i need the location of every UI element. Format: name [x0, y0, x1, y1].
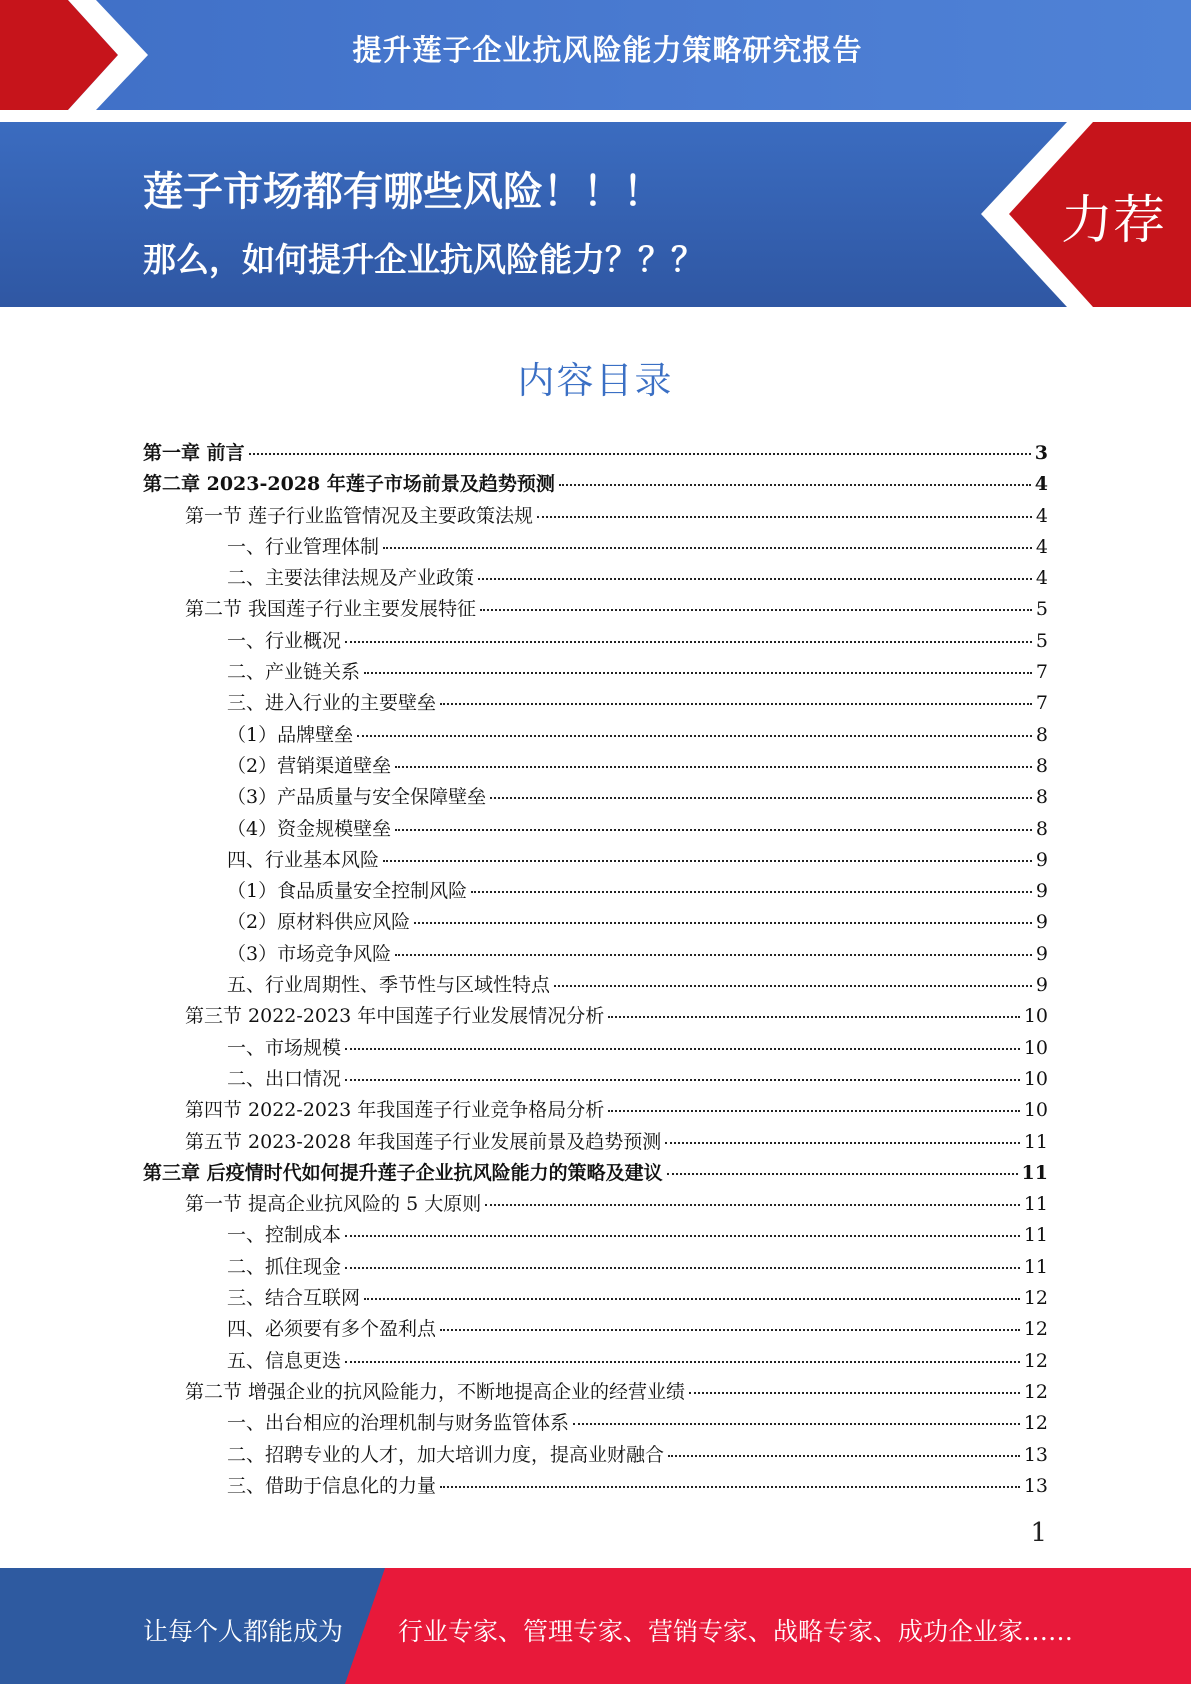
- toc-entry-title: 三、进入行业的主要壁垒: [227, 692, 437, 715]
- toc-entry-page: 4: [1035, 504, 1048, 527]
- toc-entry[interactable]: [143, 845, 1048, 876]
- toc-title: 内容目录: [517, 359, 674, 402]
- toc-dot-leader: [395, 766, 1032, 768]
- toc-entry[interactable]: [143, 688, 1048, 719]
- toc-entry-title: 二、产业链关系: [227, 661, 361, 684]
- toc-dot-leader: [485, 1204, 1020, 1206]
- toc-entry-title: 第一章 前言: [143, 442, 245, 464]
- toc-dot-leader: [440, 1486, 1020, 1488]
- toc-entry-title: 三、借助于信息化的力量: [227, 1474, 437, 1497]
- toc-entry[interactable]: [143, 1220, 1048, 1251]
- toc-entry[interactable]: [143, 1440, 1048, 1471]
- top-header-band: [0, 0, 1191, 110]
- toc-entry-page: 11: [1023, 1130, 1048, 1153]
- toc-entry[interactable]: [143, 751, 1048, 782]
- toc-entry-page: 9: [1035, 848, 1048, 871]
- toc-entry-title: 一、行业概况: [227, 629, 342, 652]
- toc-entry-title: 第一节 莲子行业监管情况及主要政策法规: [185, 504, 534, 527]
- toc-entry-title: 二、招聘专业的人才，加大培训力度，提高业财融合: [227, 1443, 665, 1466]
- toc-entry[interactable]: [143, 1189, 1048, 1220]
- toc-dot-leader: [395, 829, 1032, 831]
- toc-entry-page: 10: [1023, 1099, 1048, 1122]
- toc-entry-page: 7: [1035, 692, 1048, 715]
- toc-entry[interactable]: [143, 1064, 1048, 1095]
- toc-entry-title: 一、出台相应的治理机制与财务监管体系: [227, 1412, 570, 1435]
- toc-entry-title: 第二节 我国莲子行业主要发展特征: [185, 598, 477, 621]
- toc-entry-title: 第一节 提高企业抗风险的 5 大原则: [185, 1193, 482, 1216]
- toc-entry[interactable]: [143, 1127, 1048, 1158]
- toc-entry[interactable]: [143, 501, 1048, 532]
- toc-entry-title: 二、出口情况: [227, 1067, 342, 1090]
- toc-entry[interactable]: [143, 1252, 1048, 1283]
- toc-entry[interactable]: [143, 1346, 1048, 1377]
- toc-entry-page: 7: [1035, 661, 1048, 684]
- toc-dot-leader: [345, 641, 1032, 643]
- toc-dot-leader: [490, 797, 1032, 799]
- toc-entry-title: 二、抓住现金: [227, 1255, 342, 1278]
- table-of-contents: [143, 438, 1048, 1502]
- toc-entry-page: 8: [1035, 786, 1048, 809]
- toc-dot-leader: [667, 1173, 1018, 1175]
- toc-entry-page: 9: [1035, 880, 1048, 903]
- toc-entry[interactable]: [143, 438, 1048, 469]
- toc-dot-leader: [608, 1016, 1020, 1018]
- toc-entry-title: 第三节 2022-2023 年中国莲子行业发展情况分析: [185, 1005, 605, 1028]
- toc-dot-leader: [345, 1361, 1020, 1363]
- toc-dot-leader: [689, 1392, 1020, 1394]
- toc-dot-leader: [383, 860, 1032, 862]
- toc-dot-leader: [554, 985, 1032, 987]
- toc-dot-leader: [345, 1235, 1020, 1237]
- toc-entry-title: （2）原材料供应风险: [227, 911, 411, 934]
- toc-entry-page: 12: [1023, 1412, 1048, 1435]
- toc-entry-page: 12: [1023, 1349, 1048, 1372]
- toc-entry-title: 第五节 2023-2028 年我国莲子行业发展前景及趋势预测: [185, 1130, 662, 1153]
- toc-entry-title: 五、行业周期性、季节性与区域性特点: [227, 974, 551, 997]
- footer-slogan-right: 行业专家、管理专家、营销专家、战略专家、成功企业家……: [398, 1617, 1074, 1646]
- toc-entry-page: 11: [1023, 1224, 1048, 1247]
- toc-entry[interactable]: [143, 720, 1048, 751]
- toc-dot-leader: [480, 609, 1032, 611]
- toc-entry-title: 第二章 2023-2028 年莲子市场前景及趋势预测: [143, 473, 555, 496]
- toc-dot-leader: [440, 703, 1032, 705]
- toc-entry-title: 一、行业管理体制: [227, 535, 380, 558]
- toc-dot-leader: [414, 922, 1032, 924]
- toc-entry[interactable]: [143, 939, 1048, 970]
- toc-dot-leader: [364, 1298, 1020, 1300]
- toc-entry-title: 第四节 2022-2023 年我国莲子行业竞争格局分析: [185, 1099, 605, 1122]
- toc-entry[interactable]: [143, 1158, 1048, 1189]
- toc-entry-page: 11: [1023, 1193, 1048, 1216]
- toc-dot-leader: [345, 1048, 1020, 1050]
- toc-entry-page: 3: [1034, 442, 1048, 464]
- toc-entry-page: 9: [1035, 911, 1048, 934]
- toc-entry[interactable]: [143, 469, 1048, 500]
- toc-dot-leader: [537, 516, 1032, 518]
- toc-entry[interactable]: [143, 657, 1048, 688]
- toc-entry-page: 10: [1023, 1036, 1048, 1059]
- toc-dot-leader: [345, 1079, 1020, 1081]
- toc-dot-leader: [364, 672, 1032, 674]
- toc-entry[interactable]: [143, 1283, 1048, 1314]
- report-title: 提升莲子企业抗风险能力策略研究报告: [352, 33, 863, 67]
- toc-entry-title: 第三章 后疫情时代如何提升莲子企业抗风险能力的策略及建议: [143, 1161, 663, 1184]
- toc-dot-leader: [471, 891, 1032, 893]
- toc-entry[interactable]: [143, 594, 1048, 625]
- toc-entry[interactable]: [143, 782, 1048, 813]
- toc-entry-page: 5: [1035, 598, 1048, 621]
- toc-entry-page: 10: [1023, 1005, 1048, 1028]
- recommend-badge-text: 力荐: [1060, 191, 1165, 251]
- page-number: 1: [1030, 1518, 1047, 1548]
- toc-entry-title: 二、主要法律法规及产业政策: [227, 567, 475, 590]
- toc-dot-leader: [665, 1142, 1020, 1144]
- toc-entry-title: 五、信息更迭: [227, 1349, 342, 1372]
- toc-entry-title: （3）产品质量与安全保障壁垒: [227, 786, 487, 809]
- toc-entry-page: 4: [1035, 567, 1048, 590]
- toc-entry-title: （2）营销渠道壁垒: [227, 754, 392, 777]
- toc-entry[interactable]: [143, 532, 1048, 563]
- toc-dot-leader: [357, 735, 1032, 737]
- toc-entry-page: 11: [1023, 1255, 1048, 1278]
- toc-entry[interactable]: [143, 1314, 1048, 1345]
- toc-dot-leader: [395, 954, 1032, 956]
- toc-entry-page: 13: [1023, 1474, 1048, 1497]
- toc-entry-page: 9: [1035, 974, 1048, 997]
- banner-subheadline: 那么，如何提升企业抗风险能力？？？: [143, 240, 704, 279]
- toc-entry-title: 四、必须要有多个盈利点: [227, 1318, 437, 1341]
- toc-entry-page: 9: [1035, 942, 1048, 965]
- toc-entry-page: 12: [1023, 1318, 1048, 1341]
- toc-entry-page: 10: [1023, 1067, 1048, 1090]
- toc-entry[interactable]: [143, 563, 1048, 594]
- toc-entry[interactable]: [143, 907, 1048, 938]
- toc-entry-title: （1）品牌壁垒: [227, 723, 354, 746]
- toc-entry-page: 8: [1035, 817, 1048, 840]
- toc-entry-page: 4: [1034, 473, 1048, 496]
- toc-entry-title: 四、行业基本风险: [227, 848, 380, 871]
- footer-slogan-left: 让每个人都能成为: [143, 1617, 344, 1646]
- toc-entry-page: 12: [1023, 1287, 1048, 1310]
- toc-dot-leader: [345, 1267, 1020, 1269]
- toc-entry[interactable]: [143, 1377, 1048, 1408]
- toc-entry[interactable]: [143, 970, 1048, 1001]
- toc-entry-title: 一、控制成本: [227, 1224, 342, 1247]
- toc-dot-leader: [383, 547, 1032, 549]
- toc-dot-leader: [573, 1423, 1020, 1425]
- toc-entry[interactable]: [143, 1408, 1048, 1439]
- toc-entry[interactable]: [143, 876, 1048, 907]
- toc-dot-leader: [478, 578, 1032, 580]
- toc-entry-title: 第二节 增强企业的抗风险能力，不断地提高企业的经营业绩: [185, 1380, 686, 1403]
- toc-dot-leader: [668, 1455, 1020, 1457]
- toc-entry-page: 11: [1021, 1161, 1048, 1184]
- toc-entry-title: （3）市场竞争风险: [227, 942, 392, 965]
- toc-dot-leader: [608, 1110, 1020, 1112]
- toc-entry[interactable]: [143, 1001, 1048, 1032]
- toc-entry-page: 8: [1035, 723, 1048, 746]
- toc-entry-title: 一、市场规模: [227, 1036, 342, 1059]
- toc-entry-page: 5: [1035, 629, 1048, 652]
- toc-entry-page: 8: [1035, 754, 1048, 777]
- toc-entry[interactable]: [143, 626, 1048, 657]
- toc-entry-page: 4: [1035, 535, 1048, 558]
- toc-entry[interactable]: [143, 1095, 1048, 1126]
- toc-entry-title: 三、结合互联网: [227, 1287, 361, 1310]
- banner-headline: 莲子市场都有哪些风险！！！: [143, 169, 663, 215]
- toc-dot-leader: [559, 484, 1031, 486]
- toc-entry-page: 12: [1023, 1380, 1048, 1403]
- toc-entry-title: （4）资金规模壁垒: [227, 817, 392, 840]
- toc-entry[interactable]: [143, 814, 1048, 845]
- toc-entry[interactable]: [143, 1033, 1048, 1064]
- toc-entry[interactable]: [143, 1471, 1048, 1502]
- toc-dot-leader: [440, 1329, 1020, 1331]
- toc-entry-page: 13: [1023, 1443, 1048, 1466]
- toc-dot-leader: [249, 453, 1031, 455]
- toc-entry-title: （1）食品质量安全控制风险: [227, 880, 468, 903]
